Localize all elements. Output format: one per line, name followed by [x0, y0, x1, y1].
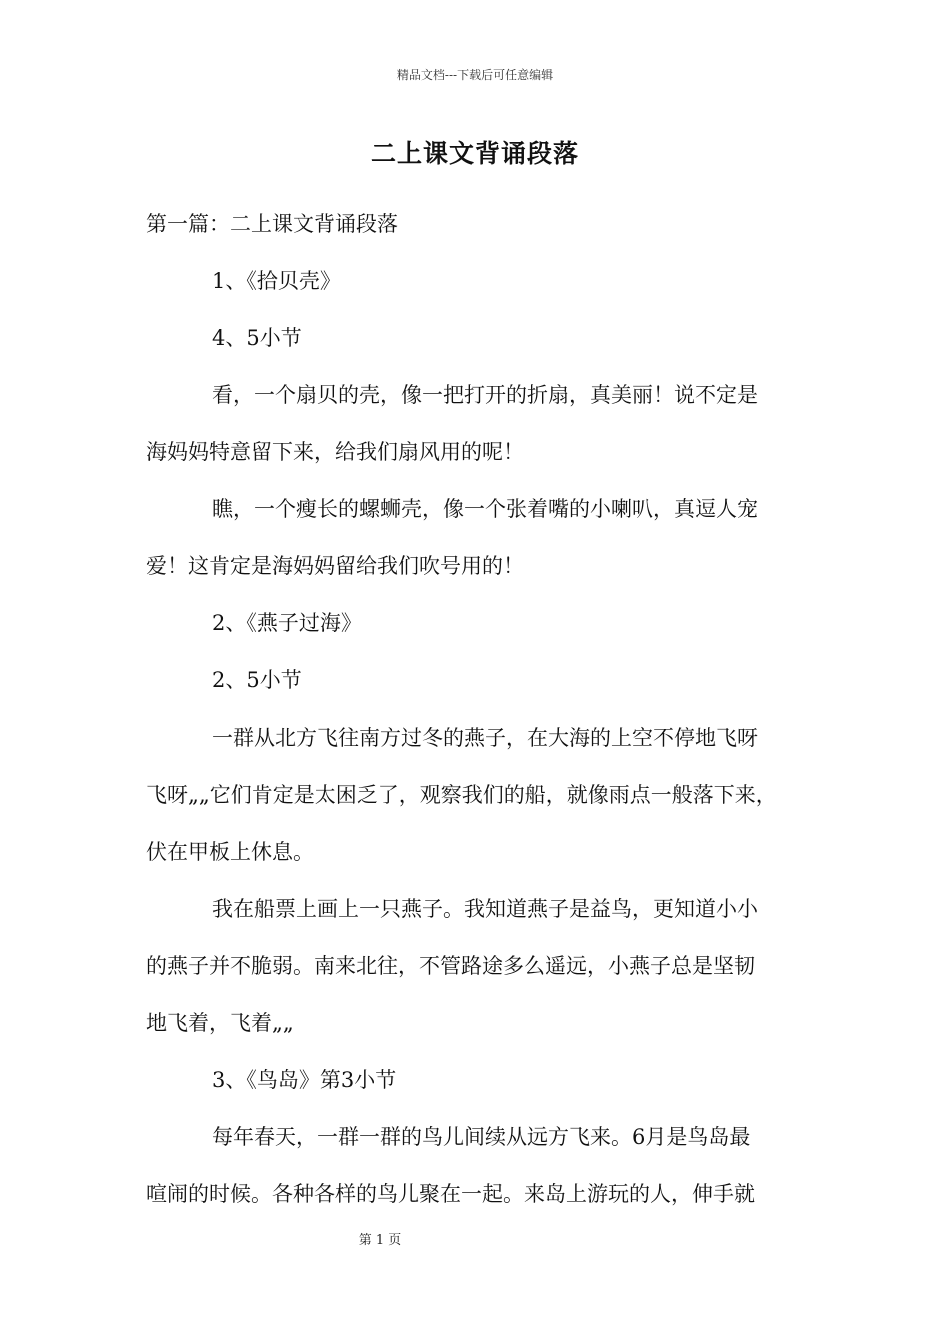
paragraph-line: 看，一个扇贝的壳，像一把打开的折扇，真美丽！说不定是 [212, 383, 758, 407]
section-label: 2、5小节 [212, 668, 302, 692]
paragraph-line: 每年春天，一群一群的鸟儿间续从远方飞来。6月是鸟岛最 [212, 1125, 751, 1149]
lesson-heading: 2、《燕子过海》 [212, 611, 362, 635]
paragraph-line: 喧闹的时候。各种各样的鸟儿聚在一起。来岛上游玩的人，伸手就 [146, 1182, 755, 1206]
lesson-heading: 3、《鸟岛》第3小节 [212, 1068, 397, 1092]
paragraph-line: 我在船票上画上一只燕子。我知道燕子是益鸟，更知道小小 [212, 897, 758, 921]
page-number: 第 1 页 [358, 1233, 402, 1248]
paragraph-line: 地飞着，飞着„„ [146, 1011, 294, 1035]
header-note: 精品文档---下载后可任意编辑 [396, 68, 554, 82]
paragraph-line: 的燕子并不脆弱。南来北往，不管路途多么遥远，小燕子总是坚韧 [146, 954, 755, 978]
paragraph-line: 伏在甲板上休息。 [146, 840, 314, 864]
section-label: 4、5小节 [212, 326, 302, 350]
lesson-heading: 1、《拾贝壳》 [212, 269, 341, 293]
paragraph-line: 瞧，一个瘦长的螺蛳壳，像一个张着嘴的小喇叭，真逗人宠 [212, 497, 758, 521]
section-heading: 第一篇：二上课文背诵段落 [146, 212, 398, 236]
paragraph-line: 海妈妈特意留下来，给我们扇风用的呢！ [146, 440, 524, 464]
paragraph-line: 一群从北方飞往南方过冬的燕子，在大海的上空不停地飞呀 [212, 726, 758, 750]
paragraph-line: 飞呀„„它们肯定是太困乏了，观察我们的船，就像雨点一般落下来， [146, 783, 777, 807]
document-title: 二上课文背诵段落 [370, 139, 579, 168]
paragraph-line: 爱！这肯定是海妈妈留给我们吹号用的！ [146, 554, 524, 578]
